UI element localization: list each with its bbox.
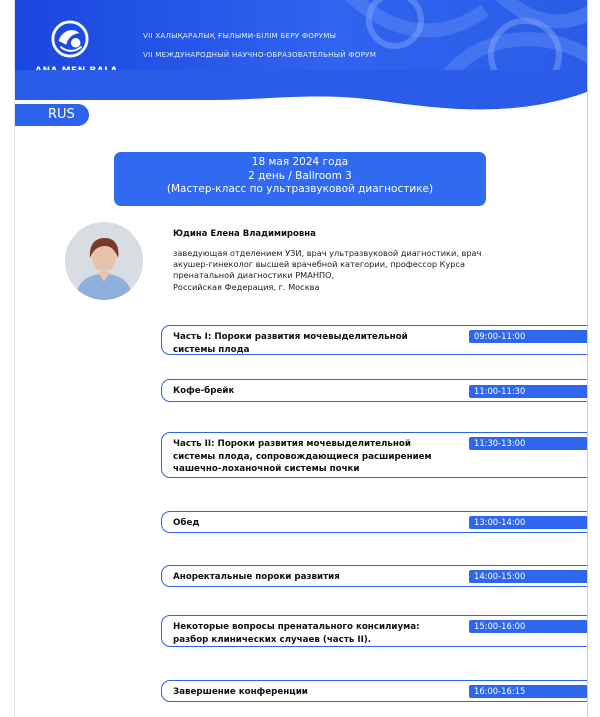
- session-title: [173, 571, 458, 584]
- forum-title-kz: VII ХАЛЫҚАРАЛЫҚ ҒЫЛЫМИ-БІЛІМ БЕРУ ФОРУМЫ: [143, 31, 337, 40]
- session-time: 11:30-13:00: [469, 437, 588, 450]
- session-item: [161, 511, 588, 533]
- session-time: 14:00-15:00: [469, 570, 588, 583]
- speaker-desc-line: заведующая отделением УЗИ, врач ультразвуковой диагностики, врач: [173, 248, 482, 258]
- session-title: [173, 385, 458, 398]
- session-title: [173, 621, 458, 646]
- speaker-portrait-icon: [65, 222, 143, 300]
- session-item: [161, 325, 588, 355]
- session-time: 11:00-11:30: [469, 385, 588, 398]
- session-title: [173, 438, 458, 476]
- speaker-photo: [65, 222, 143, 300]
- session-title-line: Аноректальные пороки развития: [173, 572, 340, 582]
- header-wave: [15, 70, 587, 120]
- session-item: [161, 432, 588, 478]
- session-time: 15:00-16:00: [469, 620, 588, 633]
- speaker-desc-line: акушер-гинеколог высшей врачебной категории, профессор Курса: [173, 259, 466, 270]
- forum-title-ru: VII МЕЖДУНАРОДНЫЙ НАУЧНО-ОБРАЗОВАТЕЛЬНЫЙ ФОРУМ: [143, 50, 377, 59]
- speaker-name: Юдина Елена Владимировна: [173, 229, 316, 239]
- session-title-line: Кофе-брейк: [173, 386, 235, 396]
- speaker-desc-line: Российская Федерация, г. Москва: [173, 281, 320, 292]
- session-title-line: Обед: [173, 518, 200, 528]
- session-title-line: Часть I: Пороки развития мочевыделительной: [173, 332, 408, 342]
- event-subtitle: (Мастер-класс по ультразвуковой диагностике): [166, 183, 434, 195]
- session-title: [173, 686, 458, 699]
- session-item: [161, 379, 588, 402]
- session-time: 16:00-16:15: [469, 685, 588, 698]
- session-time: 13:00-14:00: [469, 516, 588, 529]
- session-title-line: Некоторые вопросы пренатального консилиума:: [173, 622, 420, 632]
- event-date-box: [114, 152, 486, 206]
- session-title-line: системы плода, сопровождающиеся расширением: [173, 451, 432, 462]
- session-title-line: Завершение конференции: [173, 687, 308, 697]
- session-title: [173, 517, 458, 530]
- session-item: [161, 565, 588, 587]
- forum-logo: [35, 20, 105, 76]
- event-date: 18 мая 2024 года: [251, 156, 349, 168]
- session-item: [161, 680, 588, 702]
- ana-men-bala-logo-icon: [51, 20, 89, 58]
- session-title-line: чашечно-лоханочной системы почки: [173, 464, 360, 474]
- session-title-line: разбор клинических случаев (часть II).: [173, 634, 372, 645]
- program-page: [14, 0, 588, 717]
- speaker-desc-line: пренатальной диагностики РМАНПО,: [173, 270, 335, 281]
- language-tab: RUS: [15, 104, 89, 126]
- speaker-description: [173, 248, 545, 293]
- session-title-line: Часть II: Пороки развития мочевыделительной: [173, 439, 411, 449]
- session-item: [161, 615, 588, 647]
- event-day-room: 2 день / Ballroom 3: [248, 169, 352, 182]
- session-title-line: системы плода: [173, 344, 250, 355]
- session-title: [173, 331, 458, 356]
- session-time: 09:00-11:00: [469, 330, 588, 343]
